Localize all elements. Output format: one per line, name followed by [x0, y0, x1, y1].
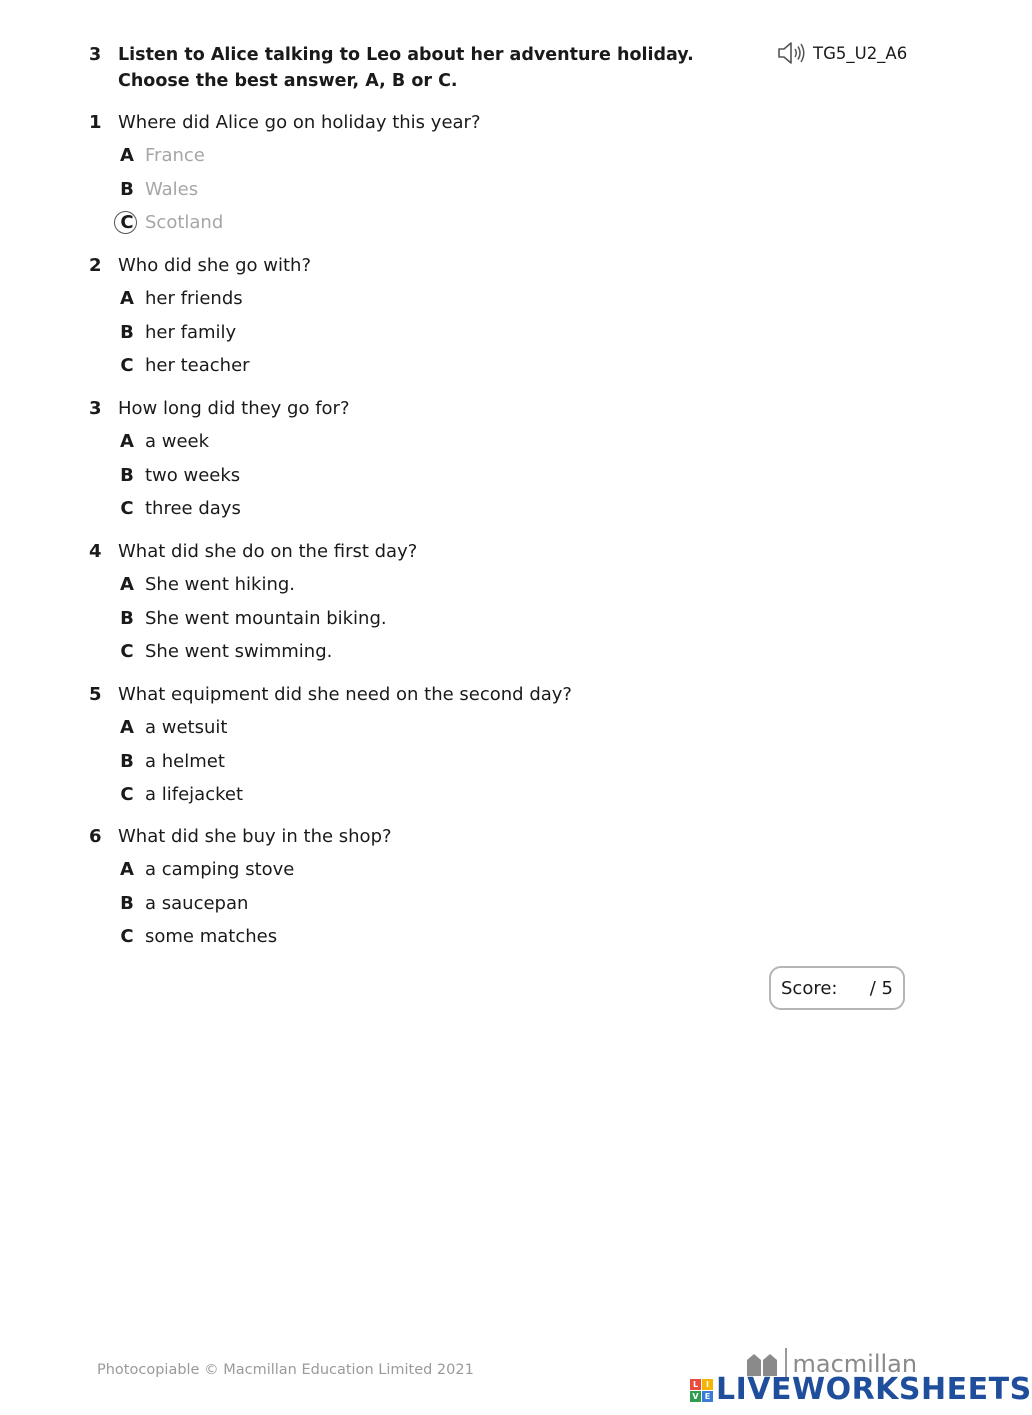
option-text: three days — [145, 498, 241, 519]
question-text: Where did Alice go on holiday this year? — [118, 112, 481, 133]
brand-name: macmillan — [792, 1350, 918, 1378]
option-b[interactable] — [89, 745, 789, 779]
option-text: some matches — [145, 926, 278, 947]
option-letter: C — [120, 784, 134, 805]
instruction-text: Listen to Alice talking to Leo about her adventure holiday. Choose the best answer, A, B or C. — [118, 45, 694, 91]
question-text: What did she buy in the shop? — [118, 826, 392, 847]
option-letter: C — [120, 926, 134, 947]
liveworksheets-watermark — [690, 1372, 1032, 1408]
option-text: She went swimming. — [145, 641, 333, 662]
option-text: her teacher — [145, 355, 250, 376]
option-c[interactable] — [89, 349, 789, 383]
score-box — [769, 966, 905, 1010]
option-letter: B — [120, 750, 134, 772]
audio-code: TG5_U2_A6 — [813, 43, 908, 63]
option-c[interactable] — [89, 492, 789, 526]
option-letter: C — [120, 355, 134, 376]
option-text: a camping stove — [145, 859, 295, 880]
question-text: How long did they go for? — [118, 398, 350, 419]
exercise-instruction — [89, 42, 769, 94]
option-c[interactable] — [89, 778, 789, 812]
option-a[interactable] — [89, 425, 789, 459]
option-text: Wales — [145, 178, 199, 200]
question-1 — [89, 106, 789, 240]
option-a[interactable] — [89, 568, 789, 602]
badge-letter: V — [690, 1391, 701, 1402]
score-label: Score: — [781, 978, 838, 999]
speaker-icon — [776, 40, 806, 66]
question-number: 2 — [89, 255, 102, 276]
option-text: her friends — [145, 288, 243, 309]
option-text: a helmet — [145, 750, 225, 772]
question-text: Who did she go with? — [118, 255, 311, 276]
option-text: She went mountain biking. — [145, 607, 387, 629]
option-text: Scotland — [145, 212, 224, 233]
option-text: a lifejacket — [145, 784, 244, 805]
option-text: a week — [145, 431, 210, 452]
option-letter: A — [120, 574, 134, 595]
question-number: 4 — [89, 541, 102, 562]
option-text: her family — [145, 321, 237, 343]
option-letter: B — [120, 892, 134, 914]
option-c[interactable] — [89, 635, 789, 669]
option-b[interactable] — [89, 887, 789, 921]
option-letter: C — [120, 498, 134, 519]
question-2 — [89, 249, 789, 383]
option-letter: A — [120, 431, 134, 452]
badge-letter: I — [702, 1379, 713, 1390]
option-b[interactable] — [89, 173, 789, 207]
option-letter: A — [120, 859, 134, 880]
option-b[interactable] — [89, 316, 789, 350]
question-4 — [89, 535, 789, 669]
option-c[interactable] — [89, 206, 789, 240]
copyright-footer: Photocopiable © Macmillan Education Limited 2021 — [97, 1362, 474, 1378]
question-number: 5 — [89, 684, 102, 705]
question-number: 3 — [89, 398, 102, 419]
option-a[interactable] — [89, 282, 789, 316]
question-number: 6 — [89, 826, 102, 847]
option-letter: A — [120, 145, 134, 166]
exercise-number: 3 — [89, 45, 102, 65]
option-letter: A — [120, 288, 134, 309]
option-b[interactable] — [89, 459, 789, 493]
option-text: She went hiking. — [145, 574, 296, 595]
score-max: / 5 — [869, 978, 893, 999]
option-letter: C — [120, 641, 134, 662]
option-a[interactable] — [89, 139, 789, 173]
option-letter-circled: C — [118, 206, 136, 240]
option-text: a wetsuit — [145, 717, 228, 738]
option-letter: B — [120, 178, 134, 200]
audio-track[interactable] — [776, 40, 907, 66]
question-number: 1 — [89, 112, 102, 133]
option-a[interactable] — [89, 853, 789, 887]
badge-letter: L — [690, 1379, 701, 1390]
option-text: a saucepan — [145, 892, 249, 914]
option-letter: B — [120, 464, 134, 486]
liveworksheets-badge-icon — [690, 1379, 713, 1402]
question-text: What equipment did she need on the second day? — [118, 684, 572, 705]
option-letter: A — [120, 717, 134, 738]
option-letter: B — [120, 321, 134, 343]
option-a[interactable] — [89, 711, 789, 745]
question-6 — [89, 820, 789, 954]
badge-letter: E — [702, 1391, 713, 1402]
option-text: two weeks — [145, 464, 241, 486]
option-c[interactable] — [89, 920, 789, 954]
question-3 — [89, 392, 789, 526]
option-letter: B — [120, 607, 134, 629]
option-text: France — [145, 145, 205, 166]
watermark-text: LIVEWORKSHEETS — [716, 1372, 1032, 1407]
question-text: What did she do on the first day? — [118, 541, 418, 562]
option-b[interactable] — [89, 602, 789, 636]
question-5 — [89, 678, 789, 812]
